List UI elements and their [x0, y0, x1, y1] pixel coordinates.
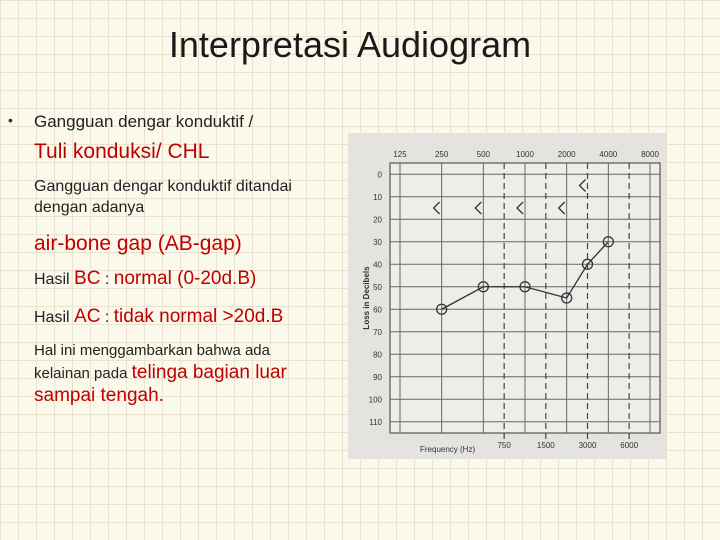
bc-result [34, 268, 256, 290]
top-tick-label: 250 [434, 150, 449, 159]
ab-gap-label: air-bone gap (AB-gap) [34, 232, 242, 255]
bullet-heading: Gangguan dengar konduktif / [34, 112, 254, 131]
y-tick-label: 70 [373, 327, 382, 337]
ac-label: AC [74, 306, 101, 327]
bc-label: BC [74, 268, 101, 289]
ac-value: tidak normal >20d.B [113, 306, 284, 327]
description-line-2: dengan adanya [34, 199, 145, 216]
y-axis-label: Loss in Decibels [362, 266, 371, 330]
y-tick-label: 40 [373, 260, 382, 270]
ac-prefix: Hasil [34, 309, 75, 326]
bottom-tick-label: 750 [497, 441, 511, 450]
bullet-icon: • [8, 112, 13, 128]
y-tick-label: 90 [373, 372, 382, 382]
conclusion-line-2 [34, 362, 287, 385]
y-tick-label: 80 [373, 350, 382, 360]
x-axis-label: Frequency (Hz) [420, 445, 476, 454]
conclusion-text [34, 340, 287, 407]
top-tick-label: 1000 [516, 150, 534, 159]
bc-value: normal (0-20d.B) [113, 268, 257, 289]
y-tick-label: 0 [377, 170, 382, 180]
bottom-tick-label: 6000 [620, 441, 639, 450]
ac-result [34, 306, 283, 328]
conclusion-plain: kelainan pada [34, 365, 132, 382]
top-tick-label: 4000 [599, 150, 618, 159]
description-line-1: Gangguan dengar konduktif ditandai [34, 178, 292, 195]
slide-title: Interpretasi Audiogram [168, 24, 532, 65]
bc-prefix: Hasil [34, 271, 75, 288]
conclusion-red-1: telinga bagian luar [131, 362, 287, 383]
bottom-tick-label: 3000 [578, 441, 597, 450]
bc-colon: : [100, 271, 114, 288]
top-tick-label: 125 [393, 150, 407, 159]
top-tick-label: 500 [476, 150, 491, 159]
top-tick-label: 2000 [557, 150, 576, 159]
bottom-tick-label: 1500 [536, 441, 555, 450]
y-tick-label: 30 [373, 237, 382, 247]
y-tick-label: 60 [373, 305, 382, 315]
conclusion-line-1: Hal ini menggambarkan bahwa ada [34, 342, 270, 359]
top-tick-label: 8000 [641, 150, 659, 159]
y-tick-label: 110 [369, 417, 382, 427]
y-tick-label: 20 [373, 215, 382, 225]
description-text [34, 176, 292, 218]
y-tick-label: 50 [373, 282, 382, 292]
conclusion-line-3: sampai tengah. [34, 385, 164, 406]
chl-label: Tuli konduksi/ CHL [34, 140, 210, 163]
ac-colon: : [100, 309, 114, 326]
y-tick-label: 100 [368, 395, 382, 405]
y-tick-label: 10 [373, 192, 382, 202]
audiogram-chart [348, 133, 666, 459]
